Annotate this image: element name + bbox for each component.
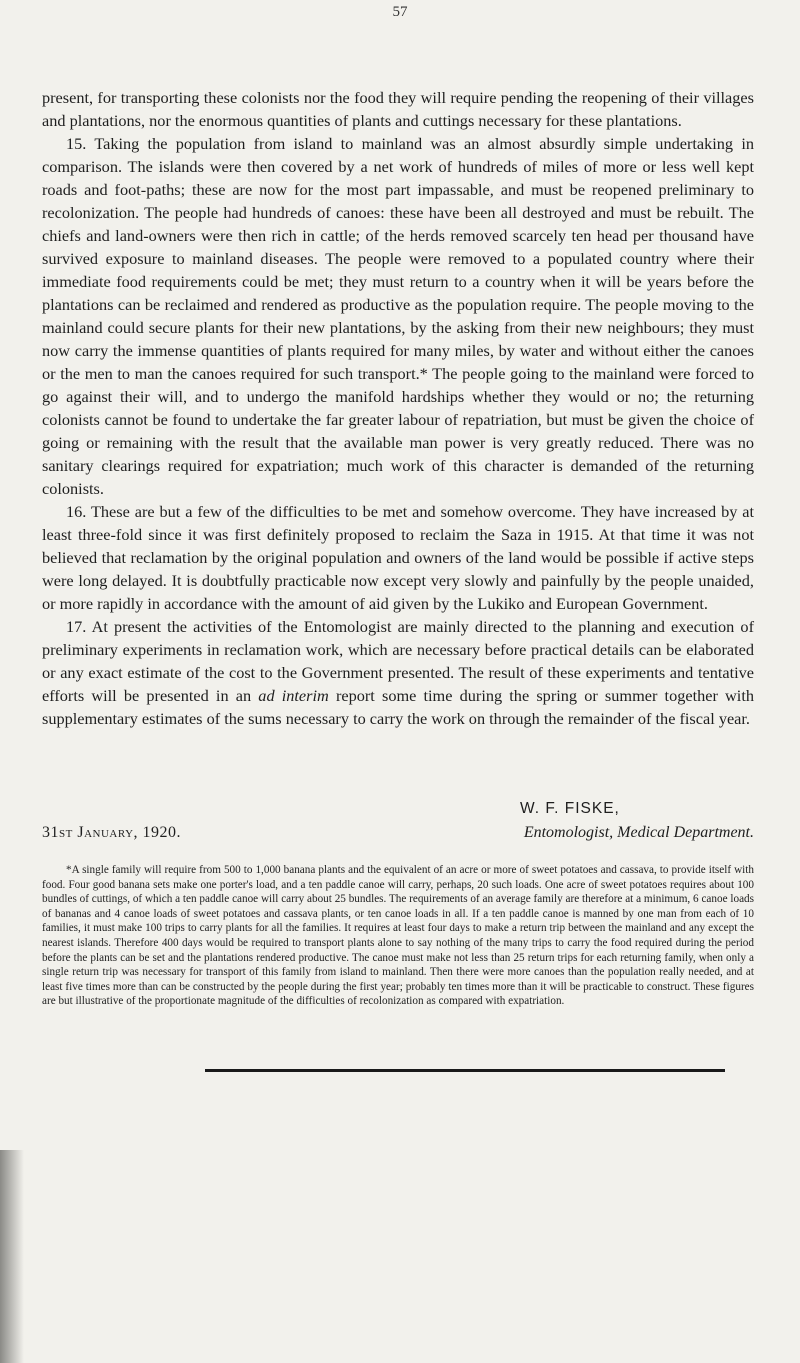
body-text: [42, 86, 754, 730]
paragraph-continuation: present, for transporting these colonists nor the food they will require pending the reopening of their villages and plantations, nor the enormous quantities of plants and cuttings necessary for these plantations.: [42, 88, 754, 130]
horizontal-rule: [205, 1069, 725, 1072]
paragraph-16: 16. These are but a few of the difficulties to be met and somehow overcome. They have increased by at least three-fold since it was first definitely proposed to reclaim the Saza in 1915. At that time it was not believed that reclamation by the original population and owners of the land would be possible if active steps were long delayed. It is doubtfully practicable now except very slowly and painfully by the people unaided, or more rapidly in accordance with the amount of aid given by the Lukiko and European Government.: [42, 502, 754, 613]
paragraph-15: 15. Taking the population from island to mainland was an almost absurdly simple undertaking in comparison. The islands were then covered by a net work of hundreds of miles of more or less well kept roads and foot-paths; these are now for the most part impassable, and must be reopened preliminary to recolonization. The people had hundreds of canoes: these have been all destroyed and must be rebuilt. The chiefs and land-owners were then rich in cattle; of the herds removed scarcely ten head per thousand have survived exposure to mainland diseases. The people were removed to a populated country where their immediate food requirements could be met; they must return to a country when it will be years before the plantations can be reclaimed and rendered as productive as the population require. The people moving to the mainland could secure plants for their new plantations, by the asking from their new neighbours; they must now carry the immense quantities of plants required for many miles, by water and without either the canoes or the men to man the canoes required for such transport.* The people going to the mainland were forced to go against their will, and to undergo the manifold hardships whether they would or no; the returning colonists cannot be found to undertake the far greater labour of repatriation, but must be given the choice of going or remaining with the result that the available man power is very greatly reduced. There was no sanitary clearings required for expatriation; much work of this character is demanded of the returning colonists.: [42, 134, 754, 498]
italic-phrase: ad interim: [258, 686, 329, 705]
footnote-text: *A single family will require from 500 to 1,000 banana plants and the equivalent of an acre or more of sweet potatoes and cassava, to provide itself with food. Four good banana sets make one porter's load, and a ten paddle canoe will carry, perhaps, 20 such loads. One acre of sweet potatoes requires about 100 bundles of cuttings, of which a ten paddle canoe will carry about 25 bundles. The requirements of an average family are therefore at a minimum, 6 canoe loads of bananas and 4 canoe loads of sweet potatoes and cassava plants, or ten canoe loads in all. If a ten paddle canoe is manned by one man from each of 10 families, it must make 100 trips to carry plants for all the families. It requires at least four days to make a return trip between the mainland and any except the nearest islands. Therefore 400 days would be required to transport plants alone to say nothing of the many trips to carry the food required during the period before the plants can be set and the plantations rendered productive. The canoe must make not less than 25 return trips for each returning family, when only a single return trip was necessary for transport of this family from island to mainland. Then there were more canoes than the population really needed, and at least five times more than can be constructed by the people during the first year; probably ten times more than it will be practicable to construct. These figures are but illustrative of the proportionate magnitude of the difficulties of recolonization as compared with expatriation.: [42, 864, 754, 1008]
signature-title: Entomologist, Medical Department.: [523, 824, 754, 841]
paragraph-17-part-2: report some time during the spring or summer together with supplementary estimates of the sums necessary to carry the work on through the remainder of the fiscal year.: [42, 686, 754, 728]
footnote: [42, 863, 754, 1009]
signature-date: 31st January, 1920.: [42, 824, 182, 841]
signature-name: W. F. FISKE,: [520, 800, 620, 817]
paragraph-17: [42, 615, 754, 730]
page-edge-shadow: [0, 1150, 24, 1363]
paragraph-17-part-1: 17. At present the activities of the Entomologist are mainly directed to the planning and execution of preliminary experiments in reclamation work, which are necessary before practical details can be elaborated or any exact estimate of the cost to the Government presented. The result of these experiments and tentative efforts will be presented in an: [42, 617, 754, 705]
page-number: 57: [392, 4, 408, 20]
